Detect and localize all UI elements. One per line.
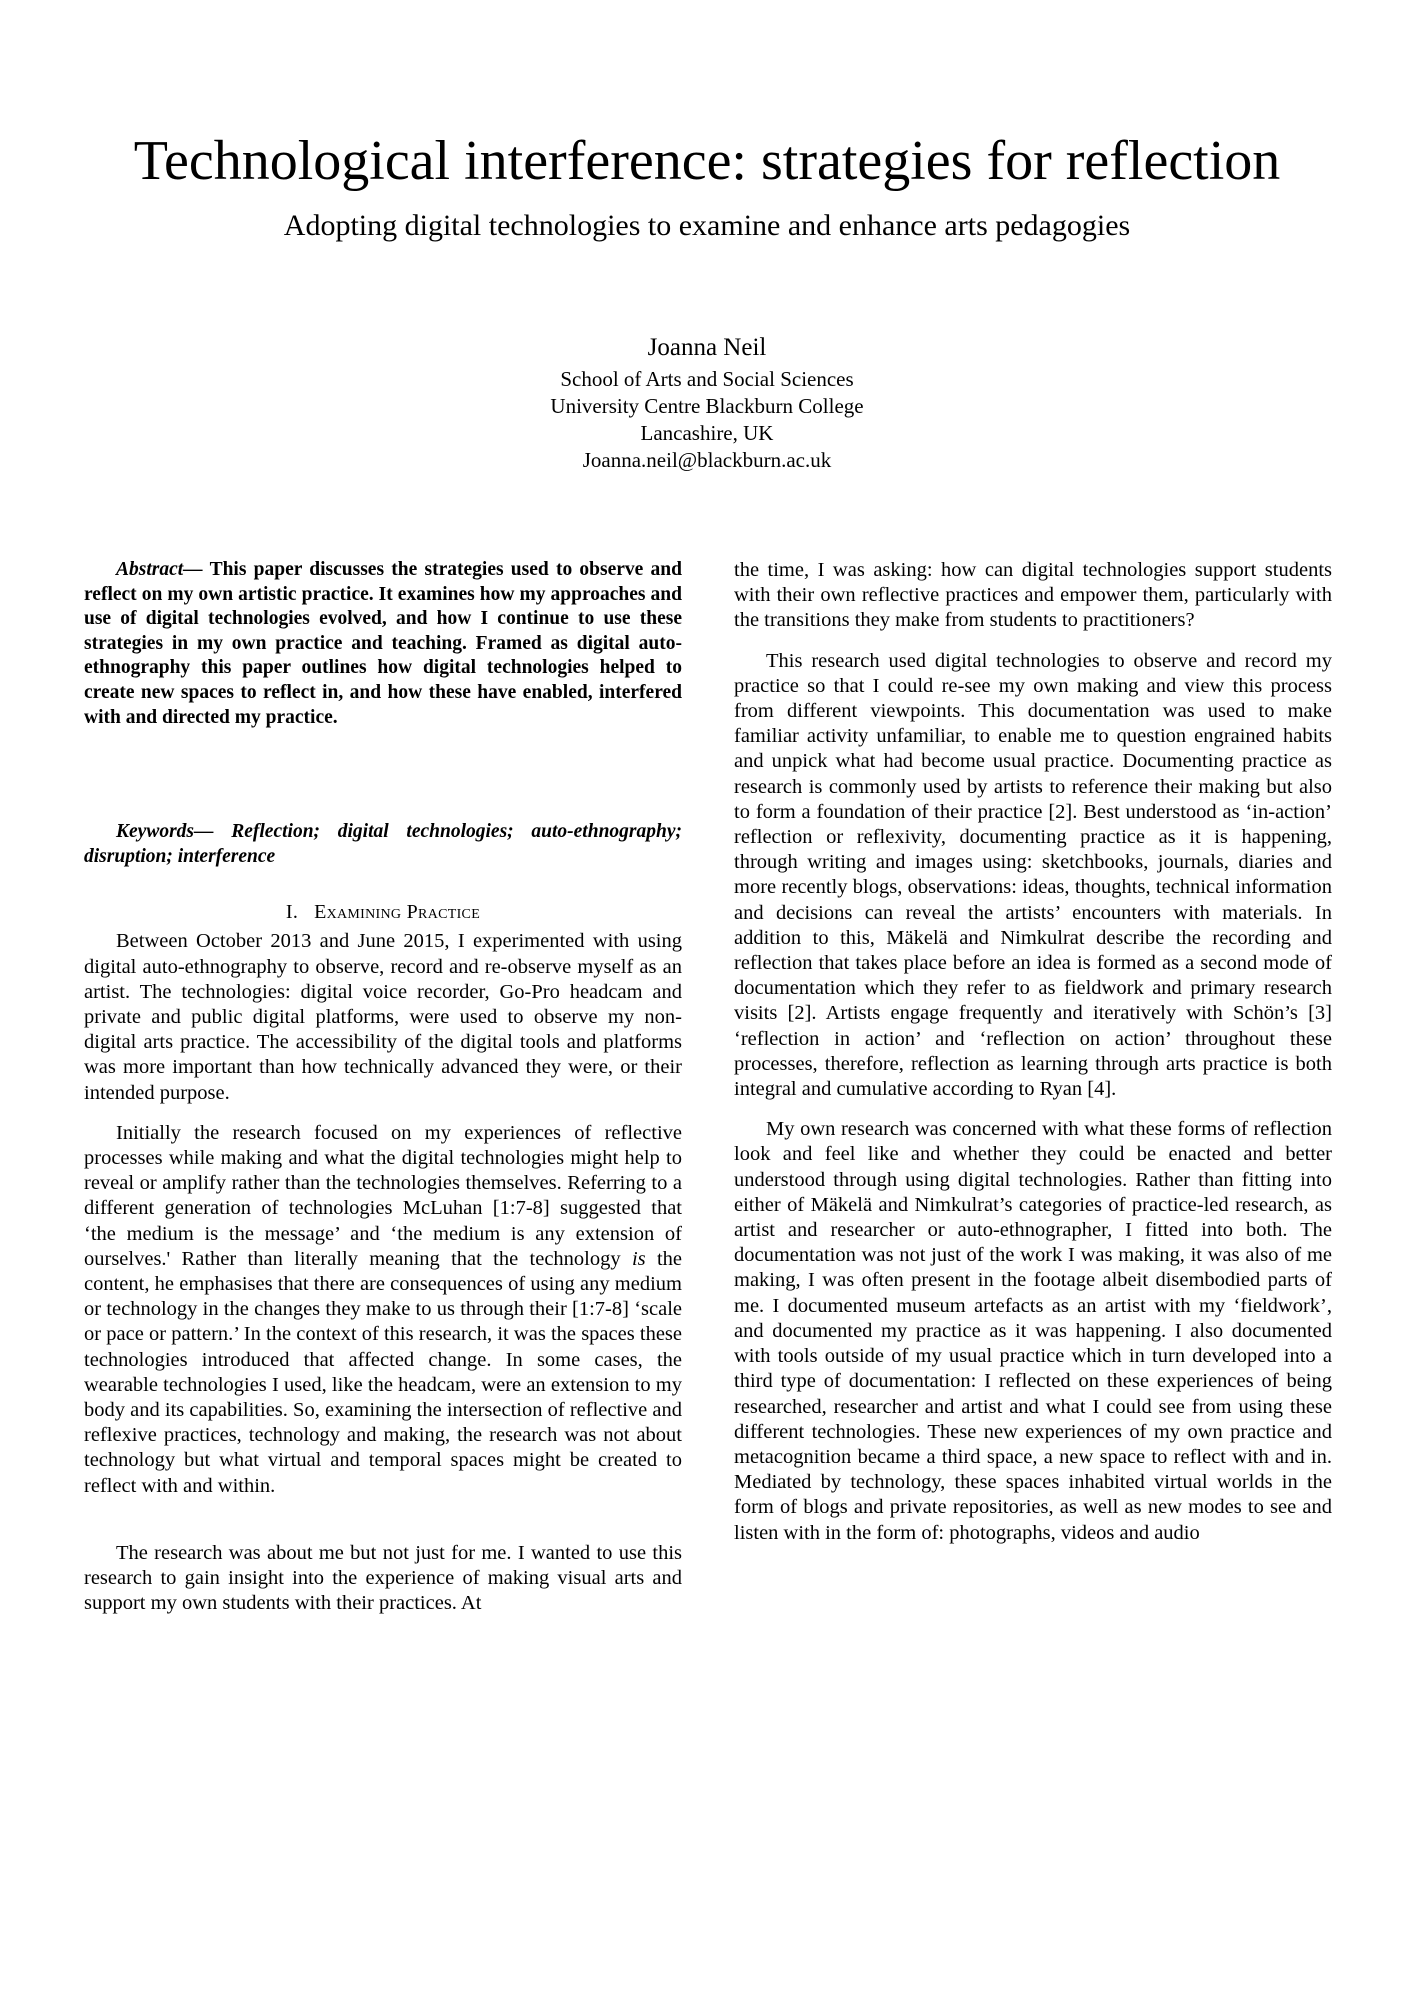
abstract xyxy=(84,558,682,730)
keywords-label: Keywords— xyxy=(116,821,214,843)
author-school: School of Arts and Social Sciences xyxy=(560,367,854,391)
left-column xyxy=(84,558,682,1631)
body-paragraph: The research was about me but not just for me. I wanted to use this research to gain insight into the experience of making visual arts and support my own students with their practices. At xyxy=(84,1541,682,1615)
abstract-label: Abstract— xyxy=(116,559,203,580)
right-column xyxy=(734,558,1332,1561)
paper-title: Technological interference: strategies for reflection xyxy=(133,130,1281,192)
paper-subtitle: Adopting digital technologies to examine and enhance arts pedagogies xyxy=(283,209,1131,242)
emphasis-text: is xyxy=(631,1247,646,1270)
section-number: I. xyxy=(285,901,299,924)
keywords-text: Reflection; digital technologies; auto-ethnography; disruption; interference xyxy=(84,821,682,867)
author-name: Joanna Neil xyxy=(647,334,767,361)
body-paragraph: This research used digital technologies to observe and record my practice so that I could re-see my own making and view this process from different viewpoints. This documentation was used to make familiar activity unfamiliar, to enable me to question engrained habits and unpick what had become usual practice. Documenting practice as research is commonly used by artists to reference their making but also to form a foundation of their practice [2]. Best understood as ‘in-action’ reflection or reflexivity, documenting practice as it is happening, through writing and images using: sketchbooks, journals, diaries and more recently blogs, observations: ideas, thoughts, technical information and decisions can reveal the artists’ encounters with materials. In addition to this, Mäkelä and Nimkulrat describe the recording and reflection that takes place before an idea is formed as a second mode of documentation which they refer to as fieldwork and primary research visits [2]. Artists engage frequently and iteratively with Schön’s [3] ‘reflection in action’ and ‘reflection on action’ throughout these processes, therefore, reflection as learning through arts practice is both integral and cumulative according to Ryan [4]. xyxy=(734,649,1332,1101)
body-paragraph: Between October 2013 and June 2015, I experimented with using digital auto-ethnography to observe, record and re-observe myself as an artist. The technologies: digital voice recorder, Go-Pro headcam and private and public digital platforms, were used to observe my non-digital arts practice. The accessibility of the digital tools and platforms was more important than how technically advanced they were, or their intended purpose. xyxy=(84,930,682,1104)
abstract-text: This paper discusses the strategies used to observe and reflect on my own artistic practice. It examines how my approaches and use of digital technologies evolved, and how I continue to use these strategies in my own practice and teaching. Framed as digital auto-ethnography this paper outlines how digital technologies helped to create new spaces to reflect in, and how these have enabled, interfered with and directed my practice. xyxy=(84,559,682,728)
body-paragraph xyxy=(84,1121,682,1499)
paragraph-text: the content, he emphasises that there are consequences of using any medium or technology in the changes they make to us through their [1:7-8] ‘scale or pace or pattern.’ In the context of this research, it was the spaces these technologies introduced that affected change. In some cases, the wearable technologies I used, like the headcam, were an extension to my body and its capabilities. So, examining the intersection of reflective and reflexive practices, technology and making, the research was not about technology but what virtual and temporal spaces might be created to reflect with and within. xyxy=(84,1247,683,1497)
keywords xyxy=(84,820,682,869)
author-institution: University Centre Blackburn College xyxy=(550,394,864,418)
section-title: Examining Practice xyxy=(314,901,481,924)
body-paragraph: My own research was concerned with what these forms of reflection look and feel like and whether they could be enacted and better understood through using digital technologies. Rather than fitting into either of Mäkelä and Nimkulrat’s categories of practice-led research, as artist and researcher or auto-ethnographer, I fitted into both. The documentation was not just of the work I was making, it was also of me making, I was often present in the footage albeit disembodied parts of me. I documented museum artefacts as an artist with my ‘fieldwork’, and documented my practice as it was happening. I also documented with tools outside of my usual practice which in turn developed into a third type of documentation: I reflected on these experiences of being researched, researcher and artist and what I could see from using these different technologies. These new experiences of my own practice and metacognition became a third space, a new space to reflect with and in. Mediated by technology, these spaces inhabited virtual worlds in the form of blogs and private repositories, as well as new modes to see and listen with in the form of: photographs, videos and audio xyxy=(734,1118,1332,1544)
author-block xyxy=(0,330,1414,474)
author-email: Joanna.neil@blackburn.ac.uk xyxy=(582,448,832,472)
section-heading xyxy=(84,899,682,925)
body-paragraph: the time, I was asking: how can digital technologies support students with their own reflective practices and empower them, particularly with the transitions they make from students to practitioners? xyxy=(734,559,1332,632)
paragraph-text: Initially the research focused on my experiences of reflective processes while making and what the digital technologies might help to reveal or amplify rather than the technologies themselves. Referring to a different generation of technologies McLuhan [1:7-8] suggested that ‘the medium is the message’ and ‘the medium is any extension of ourselves.' Rather than literally meaning that the technology xyxy=(84,1121,682,1270)
author-location: Lancashire, UK xyxy=(640,421,774,445)
